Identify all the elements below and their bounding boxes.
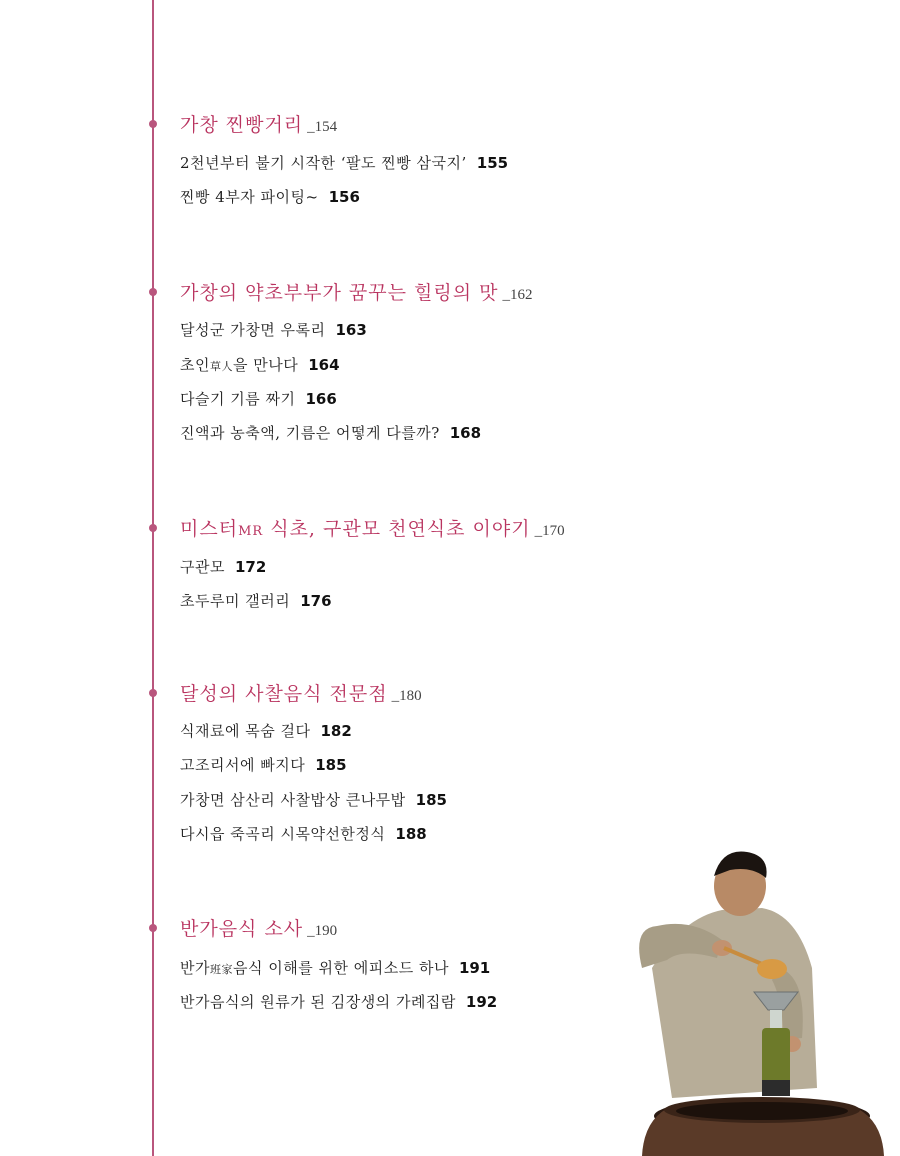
entry-page: 163 [335, 321, 367, 339]
entry-page: 188 [395, 825, 427, 843]
entry-page: 172 [234, 558, 267, 576]
section-page: _180 [391, 688, 422, 704]
section-title[interactable]: 미스터MR 식초, 구관모 천연식초 이야기 _170 [180, 518, 565, 540]
section-bullet [149, 288, 157, 296]
toc-entry[interactable]: 찐빵 4부자 파이팅~ 156 [180, 188, 360, 206]
entry-page: 166 [305, 390, 337, 408]
section-title[interactable]: 반가음식 소사 _190 [180, 918, 338, 940]
entry-page: 156 [328, 188, 360, 206]
entry-page: 168 [449, 424, 482, 442]
section-page: _190 [307, 923, 338, 939]
entry-page: 164 [308, 356, 340, 374]
entry-page: 185 [415, 791, 447, 809]
toc-entry[interactable]: 식재료에 목숨 걸다 182 [180, 722, 352, 740]
toc-entry[interactable]: 초두루미 갤러리 176 [180, 592, 332, 610]
toc-entry[interactable]: 달성군 가창면 우록리 163 [180, 321, 367, 339]
section-bullet [149, 689, 157, 697]
toc-entry[interactable]: 반가班家음식 이해를 위한 에피소드 하나 191 [180, 959, 491, 977]
vertical-rule [152, 0, 154, 1156]
entry-page: 176 [300, 592, 332, 610]
entry-page: 182 [320, 722, 352, 740]
section-bullet [149, 924, 157, 932]
toc-entry[interactable]: 진액과 농축액, 기름은 어떻게 다를까? 168 [180, 424, 482, 442]
toc-entry[interactable]: 다시읍 죽곡리 시목약선한정식 188 [180, 825, 427, 843]
toc-entry[interactable]: 다슬기 기름 짜기 166 [180, 390, 337, 408]
section-bullet [149, 524, 157, 532]
toc-entry[interactable]: 구관모 172 [180, 558, 267, 576]
section-page: _170 [534, 523, 565, 539]
toc-entry[interactable]: 반가음식의 원류가 된 김장생의 가례집람 192 [180, 993, 498, 1011]
section-page: _162 [502, 287, 533, 303]
man-pouring-vinegar-photo [612, 848, 900, 1156]
section-page: _154 [307, 119, 338, 135]
entry-page: 191 [458, 959, 491, 977]
entry-page: 185 [315, 756, 347, 774]
section-title[interactable]: 가창 찐빵거리 _154 [180, 114, 338, 136]
section-title[interactable]: 달성의 사찰음식 전문점 _180 [180, 683, 422, 705]
entry-page: 192 [465, 993, 498, 1011]
toc-entry[interactable]: 2천년부터 불기 시작한 ‘팔도 찐빵 삼국지’ 155 [180, 154, 509, 172]
toc-entry[interactable]: 고조리서에 빠지다 185 [180, 756, 347, 774]
toc-entry[interactable]: 가창면 삼산리 사찰밥상 큰나무밥 185 [180, 791, 447, 809]
toc-entry[interactable]: 초인草人을 만나다 164 [180, 356, 340, 374]
entry-page: 155 [476, 154, 509, 172]
section-title[interactable]: 가창의 약초부부가 꿈꾸는 힐링의 맛 _162 [180, 282, 533, 304]
section-bullet [149, 120, 157, 128]
